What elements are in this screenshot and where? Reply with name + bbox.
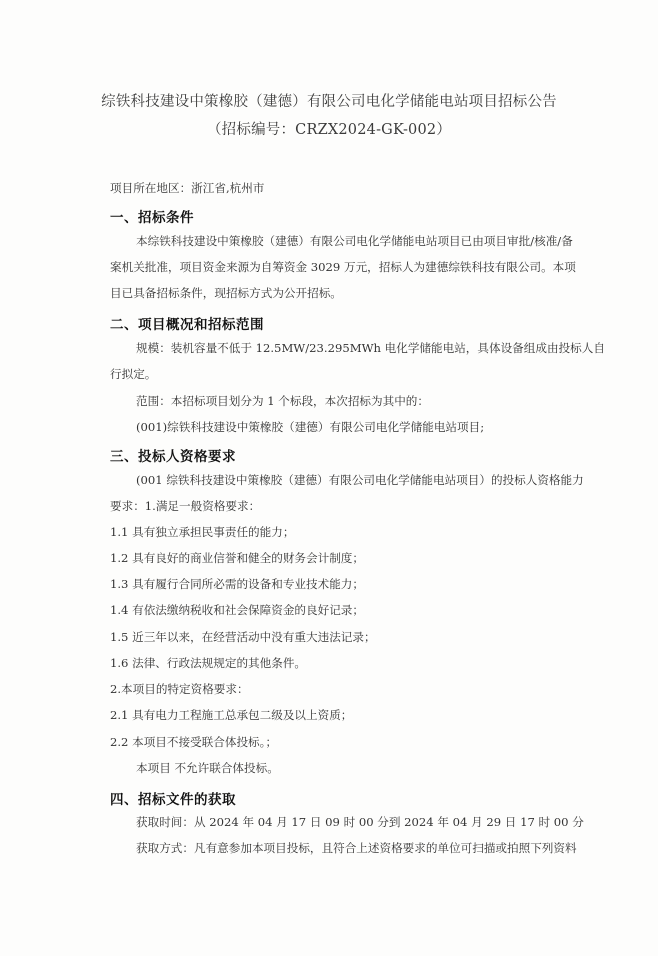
- lot-line: (001)综铁科技建设中策橡胶（建德）有限公司电化学储能电站项目;: [136, 420, 485, 434]
- document-title: 综铁科技建设中策橡胶（建德）有限公司电化学储能电站项目招标公告: [101, 94, 557, 110]
- general-requirement: 1.3 具有履行合同所必需的设备和专业技术能力；: [110, 577, 364, 591]
- section-1-heading: 一、招标条件: [110, 210, 194, 226]
- general-requirement: 1.6 法律、行政法规规定的其他条件。: [110, 656, 307, 670]
- section-4-heading: 四、招标文件的获取: [110, 792, 236, 808]
- consortium-note: 本项目 不允许联合体投标。: [136, 761, 279, 775]
- section-1-line: 目已具备招标条件，现招标方式为公开招标。: [110, 286, 342, 300]
- project-location: 项目所在地区：浙江省,杭州市: [110, 181, 265, 195]
- general-requirement: 1.2 具有良好的商业信誉和健全的财务会计制度；: [110, 551, 364, 565]
- scope-line: 范围：本招标项目划分为 1 个标段，本次招标为其中的：: [136, 394, 429, 408]
- general-requirement: 1.5 近三年以来，在经营活动中没有重大违法记录；: [110, 630, 376, 644]
- section-3-heading: 三、投标人资格要求: [110, 449, 236, 465]
- tender-number: （招标编号：CRZX2024-GK-002）: [206, 122, 452, 138]
- section-2-heading: 二、项目概况和招标范围: [110, 317, 264, 333]
- special-requirement: 2.1 具有电力工程施工总承包二级及以上资质；: [110, 708, 353, 722]
- section-1-line: 案机关批准，项目资金来源为自筹资金 3029 万元，招标人为建德综铁科技有限公司。本项: [110, 260, 576, 274]
- acquisition-time: 获取时间：从 2024 年 04 月 17 日 09 时 00 分到 2024 年 04 月 29 日 17 时 00 分: [136, 815, 584, 829]
- qualification-intro: 要求：1.满足一般资格要求：: [110, 499, 261, 513]
- scale-line: 行拟定。: [110, 367, 157, 381]
- scale-line: 规模：装机容量不低于 12.5MW/23.295MWh 电化学储能电站，具体设备组成由投标人自: [136, 341, 605, 355]
- special-requirement: 2.2 本项目不接受联合体投标。；: [110, 735, 278, 749]
- special-requirements-heading: 2.本项目的特定资格要求：: [110, 682, 249, 696]
- general-requirement: 1.1 具有独立承担民事责任的能力；: [110, 525, 295, 539]
- general-requirement: 1.4 有依法缴纳税收和社会保障资金的良好记录；: [110, 603, 364, 617]
- qualification-intro: (001 综铁科技建设中策橡胶（建德）有限公司电化学储能电站项目）的投标人资格能力: [136, 473, 584, 487]
- section-1-line: 本综铁科技建设中策橡胶（建德）有限公司电化学储能电站项目已由项目审批/核准/备: [136, 234, 573, 248]
- acquisition-method: 获取方式：凡有意参加本项目投标，且符合上述资格要求的单位可扫描或拍照下列资料: [136, 841, 577, 855]
